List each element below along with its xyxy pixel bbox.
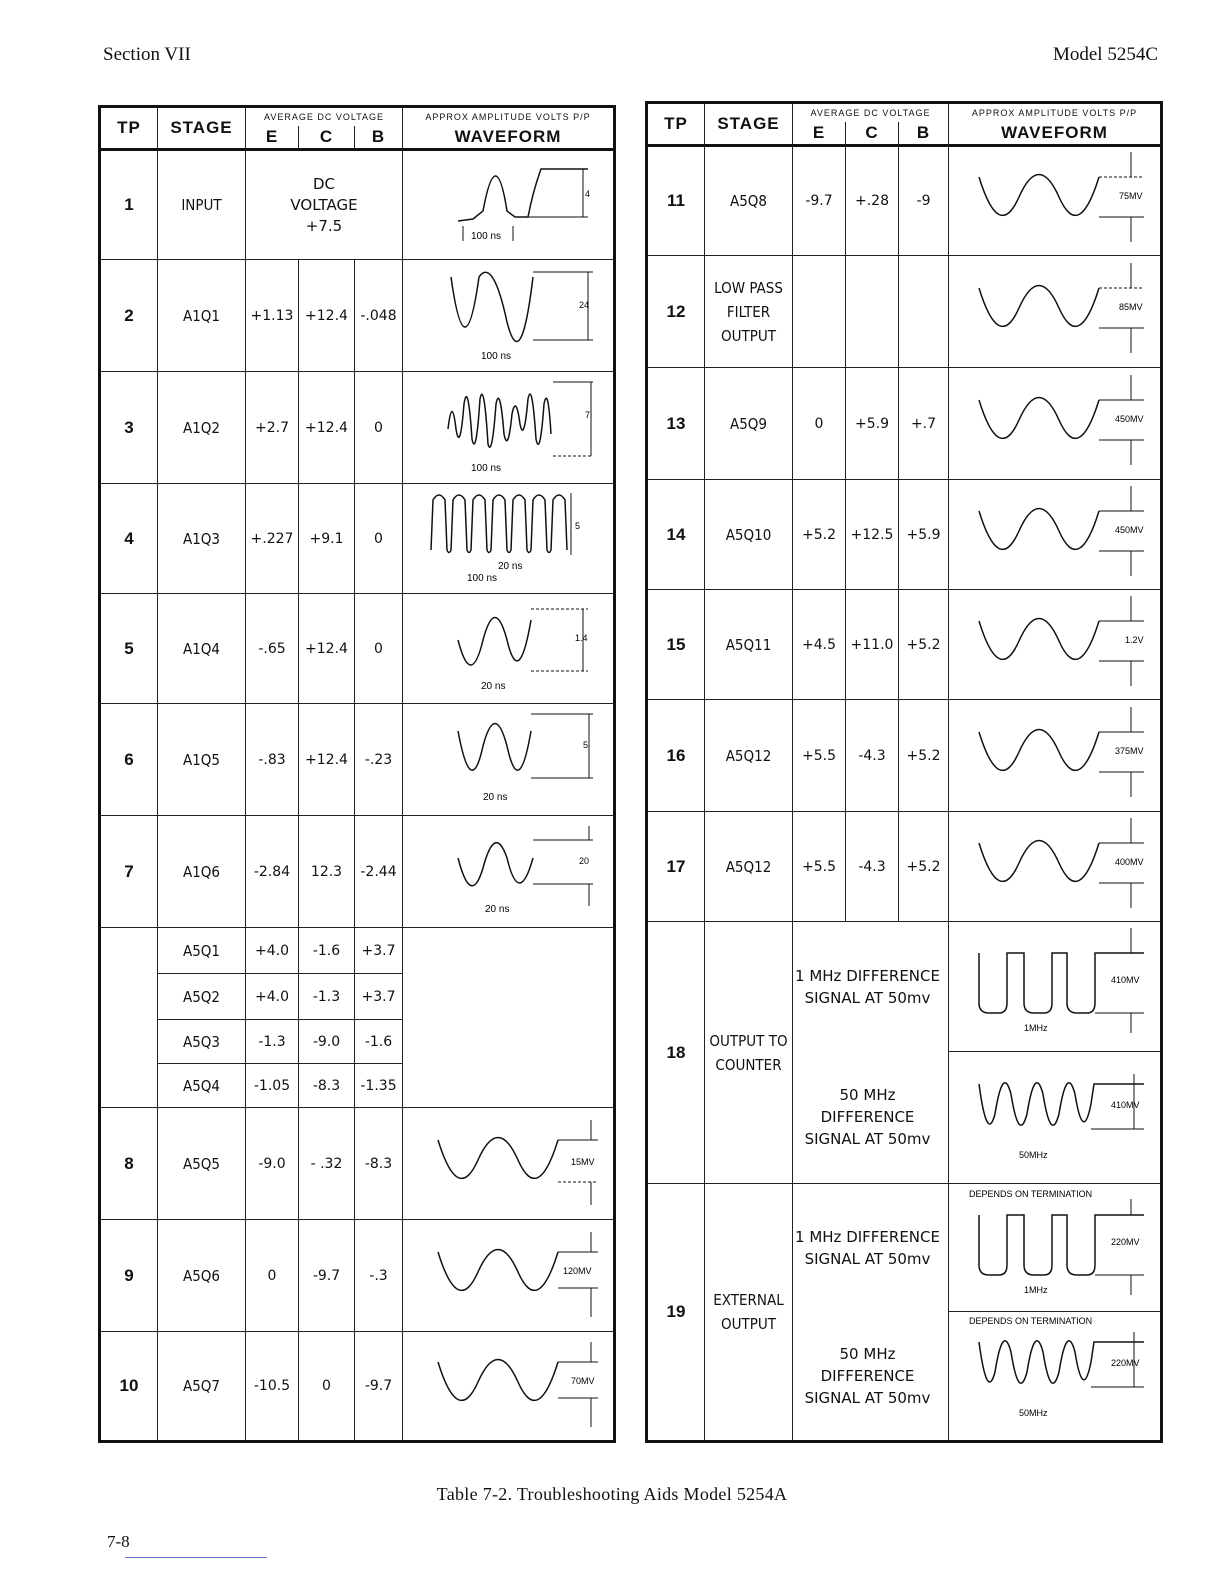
- waveform-cell: [949, 590, 1162, 700]
- waveform-cell: [949, 480, 1162, 590]
- e-value: -1.3: [246, 1020, 299, 1064]
- sine-waveform: [403, 595, 615, 703]
- tp-cell: 11: [647, 146, 705, 256]
- b-value: -.3: [355, 1220, 403, 1332]
- tp-cell: 18: [647, 922, 705, 1184]
- footer-rule: [125, 1557, 267, 1558]
- col-waveform: WAVEFORM: [403, 126, 615, 150]
- stage-cell: A5Q1: [158, 928, 246, 974]
- sine-waveform: [949, 813, 1162, 921]
- col-approx: APPROX AMPLITUDE VOLTS P/P: [403, 107, 615, 127]
- waveform-cell: [403, 1332, 615, 1442]
- table-row: [100, 594, 615, 704]
- signal-description: 50 MHz DIFFERENCE SIGNAL AT 50mv: [793, 1052, 949, 1184]
- stage-cell: INPUT: [158, 150, 246, 260]
- table-row: [647, 812, 1162, 922]
- table-caption: Table 7-2. Troubleshooting Aids Model 5254A: [436, 1484, 788, 1504]
- col-avg-dc: AVERAGE DC VOLTAGE: [793, 103, 949, 123]
- col-waveform: WAVEFORM: [949, 122, 1162, 146]
- table-row: [100, 1332, 615, 1442]
- waveform-cell: [949, 1184, 1162, 1312]
- col-b: B: [355, 126, 403, 150]
- square-waveform: [949, 923, 1162, 1051]
- amplitude-label: 24: [579, 299, 590, 310]
- amplitude-label: 220MV: [1111, 1236, 1140, 1247]
- e-value: [793, 256, 846, 368]
- c-value: -4.3: [846, 812, 899, 922]
- stage-cell: A5Q11: [705, 590, 793, 700]
- sine-waveform: [949, 370, 1162, 478]
- col-c: C: [299, 126, 355, 150]
- stage-cell: A5Q2: [158, 974, 246, 1020]
- sine-waveform: [949, 1054, 1162, 1182]
- waveform-cell: [403, 816, 615, 928]
- table-row: [647, 480, 1162, 590]
- amplitude-label: 70MV: [571, 1376, 595, 1386]
- waveform-cell: [403, 1220, 615, 1332]
- time-label: 100 ns: [471, 462, 502, 474]
- c-value: +.28: [846, 146, 899, 256]
- e-value: -9.0: [246, 1108, 299, 1220]
- b-value: -1.35: [355, 1064, 403, 1108]
- tp-cell: 6: [100, 704, 158, 816]
- c-value: +12.5: [846, 480, 899, 590]
- table-row: [100, 150, 615, 260]
- c-value: [846, 256, 899, 368]
- sine-waveform: [949, 1312, 1162, 1440]
- stage-cell: A5Q3: [158, 1020, 246, 1064]
- tp-cell-empty: [100, 928, 158, 1108]
- col-avg-dc: AVERAGE DC VOLTAGE: [246, 107, 403, 127]
- tp-cell: 15: [647, 590, 705, 700]
- stage-cell: A5Q12: [705, 700, 793, 812]
- amplitude-label: 410MV: [1111, 1099, 1140, 1110]
- waveform-cell: [403, 704, 615, 816]
- stage-cell: A5Q6: [158, 1220, 246, 1332]
- waveform-cell: [403, 594, 615, 704]
- b-value: -1.6: [355, 1020, 403, 1064]
- sine-waveform: [949, 591, 1162, 699]
- waveform-cell: [403, 372, 615, 484]
- termination-note: DEPENDS ON TERMINATION: [969, 1316, 1093, 1326]
- e-value: +5.5: [793, 812, 846, 922]
- stage-cell: A1Q2: [158, 372, 246, 484]
- sine-waveform: [949, 481, 1162, 589]
- b-value: 0: [355, 372, 403, 484]
- tp-cell: 19: [647, 1184, 705, 1442]
- sine-waveform: [949, 147, 1162, 255]
- sine-waveform: [403, 262, 615, 370]
- amplitude-label: 75MV: [1119, 191, 1143, 201]
- col-e: E: [793, 122, 846, 146]
- table-row: [100, 704, 615, 816]
- tp-cell: 1: [100, 150, 158, 260]
- b-value: -.048: [355, 260, 403, 372]
- b-value: +5.9: [899, 480, 949, 590]
- model-label: Model 5254C: [1052, 44, 1158, 65]
- col-b: B: [899, 122, 949, 146]
- time-label-2: 100 ns: [467, 572, 498, 584]
- table-row: [100, 1220, 615, 1332]
- table-row: [647, 1184, 1162, 1312]
- waveform-cell: [403, 1108, 615, 1220]
- b-value: 0: [355, 594, 403, 704]
- e-value: +5.2: [793, 480, 846, 590]
- stage-cell: A1Q4: [158, 594, 246, 704]
- dc-voltage-note: DC VOLTAGE +7.5: [246, 150, 403, 260]
- table-row: [647, 922, 1162, 1052]
- time-label: 20 ns: [485, 903, 510, 915]
- c-value: -1.6: [299, 928, 355, 974]
- waveform-cell: [949, 368, 1162, 480]
- termination-note: DEPENDS ON TERMINATION: [969, 1188, 1093, 1199]
- table-row: [100, 928, 615, 974]
- signal-description: 1 MHz DIFFERENCE SIGNAL AT 50mv: [793, 922, 949, 1052]
- amplitude-label: 7: [585, 409, 591, 420]
- section-label: Section VII: [103, 44, 191, 65]
- tp-cell: 16: [647, 700, 705, 812]
- c-value: +5.9: [846, 368, 899, 480]
- tp-cell: 13: [647, 368, 705, 480]
- tp-cell: 2: [100, 260, 158, 372]
- tp-cell: 3: [100, 372, 158, 484]
- tp-cell: 14: [647, 480, 705, 590]
- stage-cell: A5Q9: [705, 368, 793, 480]
- frequency-label: 50MHz: [1019, 1149, 1048, 1160]
- table-row: [100, 260, 615, 372]
- table-row: [647, 256, 1162, 368]
- tp-cell: 12: [647, 256, 705, 368]
- page-number: 7-8: [107, 1532, 130, 1551]
- table-row: [100, 1108, 615, 1220]
- sine-waveform: [403, 818, 615, 926]
- stage-cell: A5Q10: [705, 480, 793, 590]
- amplitude-label: 5: [575, 520, 581, 531]
- amplitude-label: 450MV: [1115, 413, 1144, 424]
- table-row: [100, 816, 615, 928]
- e-value: +.227: [246, 484, 299, 594]
- stage-cell: OUTPUT TO COUNTER: [705, 922, 793, 1184]
- waveform-cell: [949, 1052, 1162, 1184]
- table-row: [647, 590, 1162, 700]
- b-value: +5.2: [899, 590, 949, 700]
- c-value: +12.4: [299, 704, 355, 816]
- b-value: +5.2: [899, 812, 949, 922]
- stage-cell: A5Q5: [158, 1108, 246, 1220]
- e-value: -2.84: [246, 816, 299, 928]
- table-row: [647, 146, 1162, 256]
- col-e: E: [246, 126, 299, 150]
- square-waveform: [949, 1185, 1162, 1311]
- b-value: [899, 256, 949, 368]
- stage-cell: A1Q1: [158, 260, 246, 372]
- c-value: +12.4: [299, 372, 355, 484]
- amplitude-label: 4: [585, 189, 591, 199]
- e-value: 0: [793, 368, 846, 480]
- waveform-cell: [949, 812, 1162, 922]
- b-value: -8.3: [355, 1108, 403, 1220]
- c-value: 0: [299, 1332, 355, 1442]
- c-value: +11.0: [846, 590, 899, 700]
- waveform-cell: [403, 150, 615, 260]
- amplitude-label: 15MV: [571, 1156, 595, 1167]
- time-label: 100 ns: [481, 350, 512, 362]
- c-value: - .32: [299, 1108, 355, 1220]
- tp-cell: 17: [647, 812, 705, 922]
- waveform-cell: [949, 700, 1162, 812]
- amplitude-label: 1.4: [575, 632, 588, 643]
- sine-waveform: [403, 706, 615, 814]
- frequency-label: 1MHz: [1024, 1284, 1048, 1295]
- waveform-cell: [403, 260, 615, 372]
- col-tp: TP: [647, 103, 705, 146]
- frequency-label: 50MHz: [1019, 1408, 1048, 1418]
- amplitude-label: 375MV: [1115, 745, 1144, 756]
- sine-waveform: [403, 1332, 615, 1440]
- col-stage: STAGE: [158, 107, 246, 150]
- waveform-cell: [949, 922, 1162, 1052]
- b-value: -2.44: [355, 816, 403, 928]
- c-value: 12.3: [299, 816, 355, 928]
- waveform-cell: [949, 256, 1162, 368]
- c-value: +12.4: [299, 260, 355, 372]
- col-stage: STAGE: [705, 103, 793, 146]
- e-value: -10.5: [246, 1332, 299, 1442]
- e-value: +4.0: [246, 928, 299, 974]
- stage-cell: LOW PASS FILTER OUTPUT: [705, 256, 793, 368]
- time-label: 100 ns: [471, 231, 502, 242]
- e-value: +4.5: [793, 590, 846, 700]
- b-value: +3.7: [355, 974, 403, 1020]
- c-value: -9.7: [299, 1220, 355, 1332]
- e-value: +1.13: [246, 260, 299, 372]
- troubleshooting-table-right: [645, 101, 1163, 1443]
- table-row: [100, 372, 615, 484]
- e-value: +2.7: [246, 372, 299, 484]
- time-label: 20 ns: [481, 680, 506, 692]
- col-approx: APPROX AMPLITUDE VOLTS P/P: [949, 103, 1162, 123]
- sine-waveform: [949, 702, 1162, 810]
- e-value: -.83: [246, 704, 299, 816]
- stage-cell: A5Q7: [158, 1332, 246, 1442]
- b-value: 0: [355, 484, 403, 594]
- amplitude-label: 85MV: [1119, 301, 1143, 312]
- e-value: -9.7: [793, 146, 846, 256]
- tp-cell: 8: [100, 1108, 158, 1220]
- e-value: -.65: [246, 594, 299, 704]
- troubleshooting-table-left: [98, 105, 616, 1443]
- pulse-waveform: [403, 151, 615, 259]
- table-row: [647, 368, 1162, 480]
- burst-waveform: [403, 374, 615, 482]
- e-value: +5.5: [793, 700, 846, 812]
- amplitude-label: 410MV: [1111, 974, 1140, 985]
- b-value: -.23: [355, 704, 403, 816]
- stage-cell: A5Q8: [705, 146, 793, 256]
- col-tp: TP: [100, 107, 158, 150]
- c-value: +9.1: [299, 484, 355, 594]
- amplitude-label: 400MV: [1115, 856, 1144, 867]
- stage-cell: A1Q6: [158, 816, 246, 928]
- waveform-cell-empty: [403, 928, 615, 1108]
- tp-cell: 10: [100, 1332, 158, 1442]
- stage-cell: A1Q5: [158, 704, 246, 816]
- frequency-label: 1MHz: [1024, 1022, 1048, 1033]
- e-value: -1.05: [246, 1064, 299, 1108]
- signal-description: 50 MHz DIFFERENCE SIGNAL AT 50mv: [793, 1312, 949, 1442]
- tp-cell: 5: [100, 594, 158, 704]
- b-value: +.7: [899, 368, 949, 480]
- b-value: -9: [899, 146, 949, 256]
- c-value: -9.0: [299, 1020, 355, 1064]
- amplitude-label: 120MV: [563, 1265, 592, 1276]
- waveform-cell: [949, 1312, 1162, 1442]
- b-value: +3.7: [355, 928, 403, 974]
- stage-cell: A5Q4: [158, 1064, 246, 1108]
- amplitude-label: 1.2V: [1125, 634, 1144, 645]
- tp-cell: 4: [100, 484, 158, 594]
- waveform-cell: [403, 484, 615, 594]
- pulse-train-waveform: [403, 485, 615, 593]
- e-value: 0: [246, 1220, 299, 1332]
- c-value: -4.3: [846, 700, 899, 812]
- amplitude-label: 220MV: [1111, 1358, 1140, 1368]
- time-label: 20 ns: [483, 791, 508, 803]
- e-value: +4.0: [246, 974, 299, 1020]
- c-value: +12.4: [299, 594, 355, 704]
- stage-cell: A1Q3: [158, 484, 246, 594]
- b-value: +5.2: [899, 700, 949, 812]
- tp-cell: 9: [100, 1220, 158, 1332]
- c-value: -8.3: [299, 1064, 355, 1108]
- waveform-cell: [949, 146, 1162, 256]
- amplitude-label: 450MV: [1115, 524, 1144, 535]
- tp-cell: 7: [100, 816, 158, 928]
- signal-description: 1 MHz DIFFERENCE SIGNAL AT 50mv: [793, 1184, 949, 1312]
- stage-cell: EXTERNAL OUTPUT: [705, 1184, 793, 1442]
- b-value: -9.7: [355, 1332, 403, 1442]
- c-value: -1.3: [299, 974, 355, 1020]
- sine-waveform: [949, 258, 1162, 366]
- sine-waveform: [403, 1110, 615, 1218]
- amplitude-label: 5: [583, 739, 589, 750]
- time-label: 20 ns: [498, 560, 523, 572]
- stage-cell: A5Q12: [705, 812, 793, 922]
- amplitude-label: 20: [579, 855, 590, 866]
- col-c: C: [846, 122, 899, 146]
- table-row: [100, 484, 615, 594]
- table-row: [647, 700, 1162, 812]
- sine-waveform: [403, 1222, 615, 1330]
